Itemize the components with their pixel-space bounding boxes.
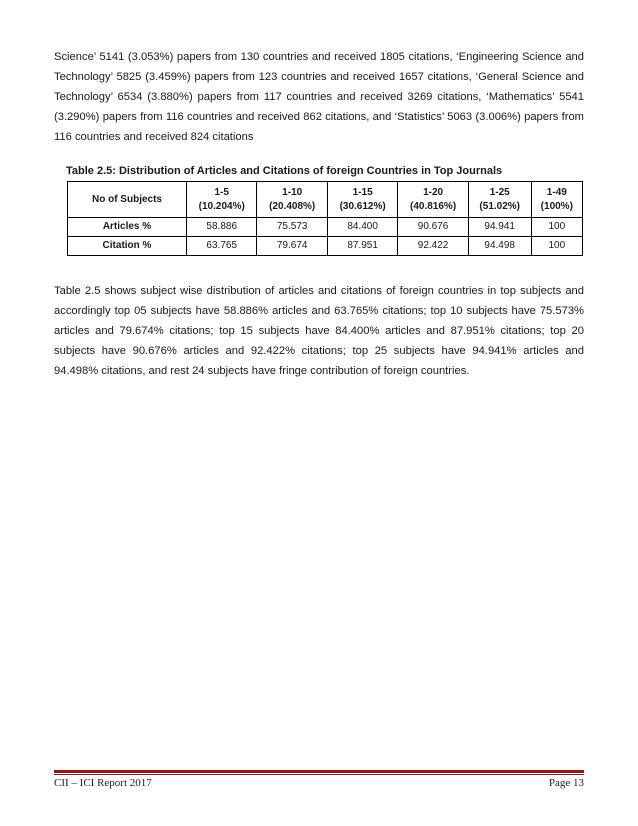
column-range: 1-5 bbox=[214, 186, 229, 198]
table-cell: 90.676 bbox=[398, 218, 468, 237]
table-cell: 79.674 bbox=[257, 237, 327, 256]
table-cell: 94.498 bbox=[468, 237, 531, 256]
footer-page-number: Page 13 bbox=[548, 777, 584, 789]
column-header bbox=[398, 182, 468, 218]
table-cell: 84.400 bbox=[327, 218, 397, 237]
table-cell: 100 bbox=[531, 218, 582, 237]
column-percent: (100%) bbox=[540, 200, 573, 212]
column-header bbox=[257, 182, 327, 218]
column-range: 1-20 bbox=[423, 186, 444, 198]
column-header bbox=[187, 182, 257, 218]
row-header-label: No of Subjects bbox=[68, 182, 187, 218]
column-percent: (51.02%) bbox=[479, 200, 520, 212]
table-row-citation bbox=[68, 237, 583, 256]
body-paragraph: Table 2.5 shows subject wise distribution of articles and citations of foreign countries in top subjects and accordingly top 05 subjects have 58.886% articles and 63.765% citations; top 10 subjects have 75.573% articles and 79.674% citations; top 15 subjects have 84.400% articles and 87.951% citations; top 20 subjects have 90.676% articles and 92.422% citations; top 25 subjects have 94.941% articles and 94.498% citations, and rest 24 subjects have fringe contribution of foreign countries. bbox=[54, 285, 584, 377]
footer-report-title: CII – ICI Report 2017 bbox=[54, 777, 152, 789]
column-header bbox=[468, 182, 531, 218]
row-label: Articles % bbox=[68, 218, 187, 237]
column-percent: (10.204%) bbox=[198, 200, 245, 212]
distribution-table bbox=[67, 181, 583, 256]
column-header bbox=[531, 182, 582, 218]
footer-rule bbox=[54, 770, 584, 773]
column-percent: (40.816%) bbox=[410, 200, 457, 212]
table-cell: 87.951 bbox=[327, 237, 397, 256]
table-cell: 63.765 bbox=[187, 237, 257, 256]
column-range: 1-15 bbox=[352, 186, 373, 198]
table-cell: 100 bbox=[531, 237, 582, 256]
table-cell: 58.886 bbox=[187, 218, 257, 237]
footer-rule-thin bbox=[54, 774, 584, 775]
table-cell: 75.573 bbox=[257, 218, 327, 237]
column-range: 1-25 bbox=[489, 186, 510, 198]
table-header-row bbox=[68, 182, 583, 218]
intro-paragraph: Science’ 5141 (3.053%) papers from 130 countries and received 1805 citations, ‘Engineering Science and Technology’ 5825 (3.459%) papers from 123 countries and received 1657 citations, ‘General Science and Technology’ 6534 (3.880%) papers from 117 countries and received 3269 citations, ‘Mathematics’ 5541 (3.290%) papers from 116 countries and received 862 citations, and ‘Statistics’ 5063 (3.006%) papers from 116 countries and received 824 citations bbox=[54, 51, 584, 143]
column-header bbox=[327, 182, 397, 218]
column-range: 1-10 bbox=[282, 186, 303, 198]
table-cell: 92.422 bbox=[398, 237, 468, 256]
table-row-articles bbox=[68, 218, 583, 237]
column-percent: (20.408%) bbox=[269, 200, 316, 212]
table-cell: 94.941 bbox=[468, 218, 531, 237]
column-percent: (30.612%) bbox=[339, 200, 386, 212]
table-caption: Table 2.5: Distribution of Articles and Citations of foreign Countries in Top Journals bbox=[66, 165, 503, 177]
column-range: 1-49 bbox=[546, 186, 567, 198]
row-label: Citation % bbox=[68, 237, 187, 256]
